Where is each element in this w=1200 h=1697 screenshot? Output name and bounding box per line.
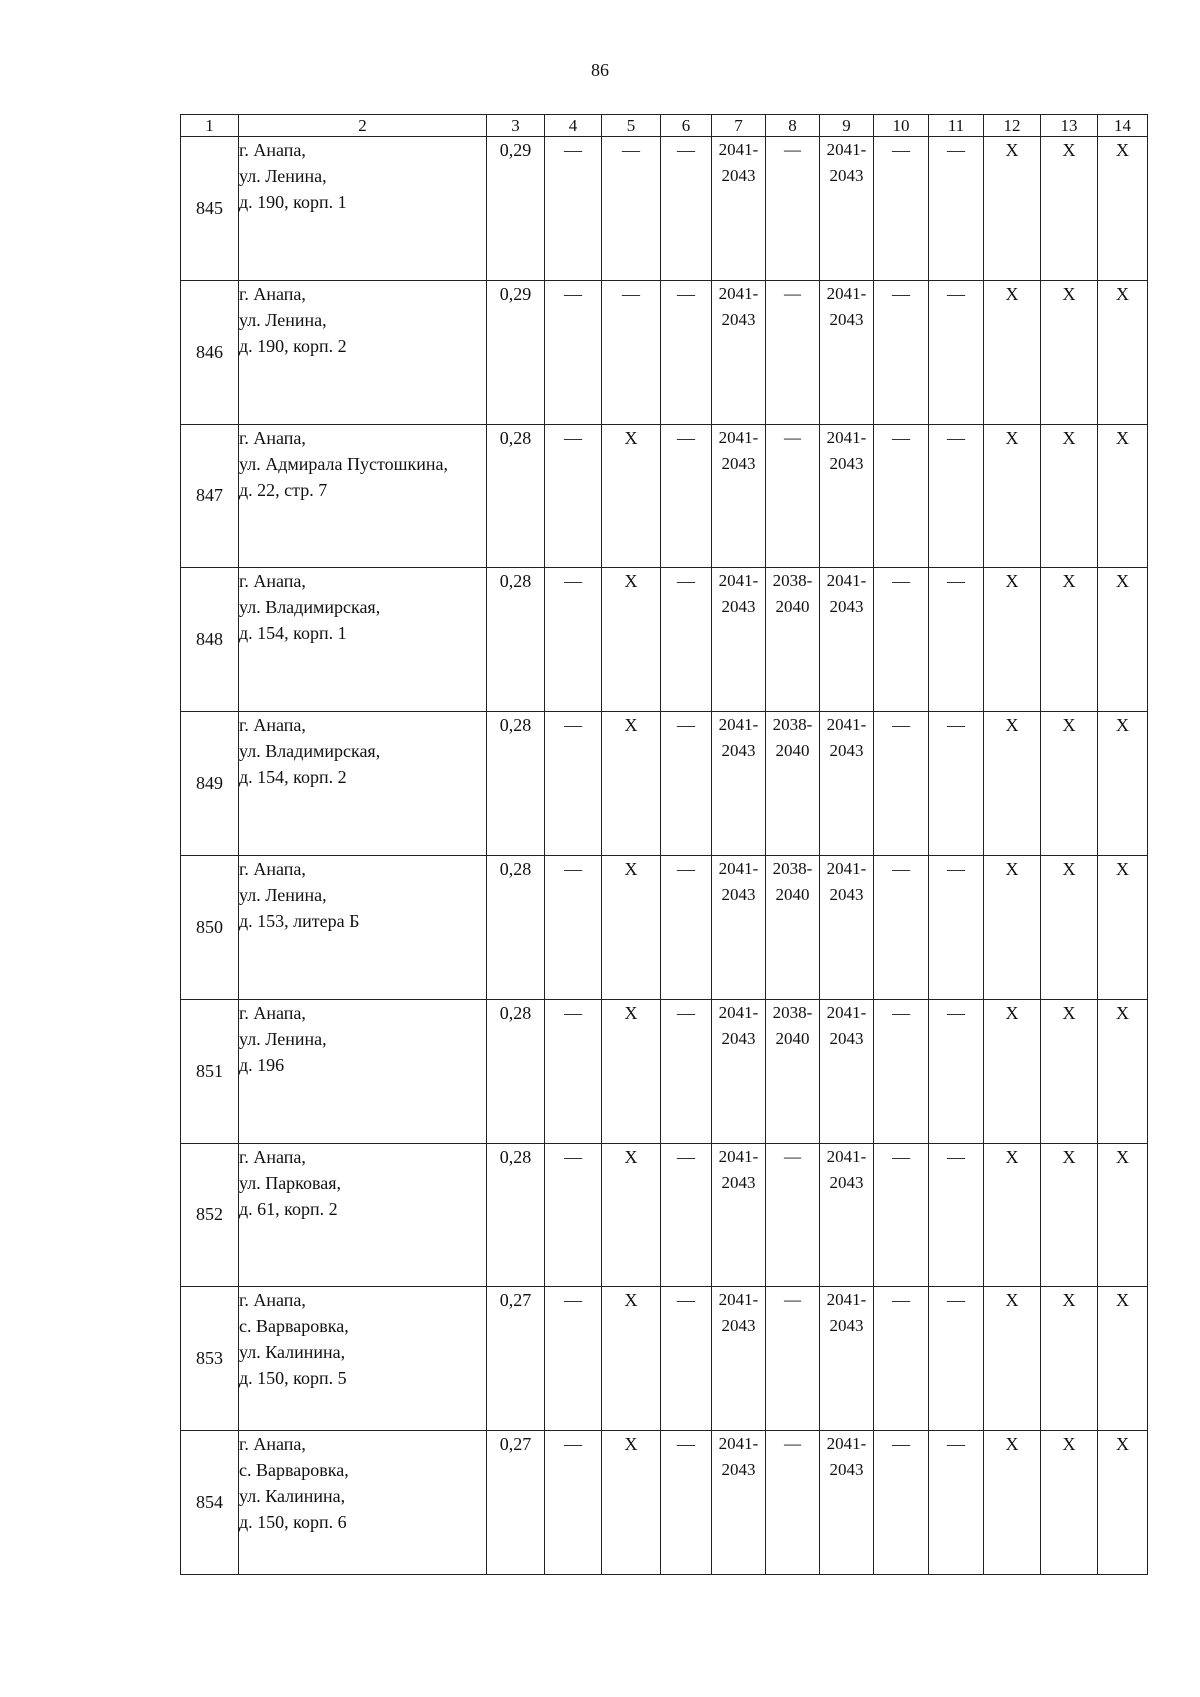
year-line: 2041- bbox=[826, 1002, 867, 1022]
year-cell-8 bbox=[766, 712, 820, 856]
year-line: 2043 bbox=[829, 309, 864, 329]
value-cell-10: — bbox=[874, 568, 929, 712]
address-line: г. Анапа, bbox=[239, 427, 306, 448]
value-cell-4: — bbox=[545, 1287, 602, 1431]
year-line: 2041- bbox=[826, 427, 867, 447]
value-cell-14: Х bbox=[1098, 137, 1148, 281]
year-line: 2043 bbox=[829, 1460, 864, 1480]
table-row bbox=[181, 1431, 1148, 1575]
value-cell-4: — bbox=[545, 1431, 602, 1575]
value-cell-13: Х bbox=[1041, 712, 1098, 856]
year-line: 2041- bbox=[826, 1146, 867, 1166]
year-cell-7 bbox=[712, 999, 766, 1143]
year-line: 2043 bbox=[721, 309, 756, 329]
column-header: 4 bbox=[545, 115, 602, 137]
year-cell-7 bbox=[712, 1287, 766, 1431]
value-cell-4: — bbox=[545, 999, 602, 1143]
year-cell-9 bbox=[820, 712, 874, 856]
value-cell-4: — bbox=[545, 712, 602, 856]
value-cell-6: — bbox=[661, 855, 712, 999]
year-line: 2041- bbox=[718, 858, 759, 878]
value-cell-4: — bbox=[545, 568, 602, 712]
year-cell-7 bbox=[712, 712, 766, 856]
column-header: 10 bbox=[874, 115, 929, 137]
value-cell-12: Х bbox=[984, 137, 1041, 281]
value-cell-4: — bbox=[545, 280, 602, 424]
value-cell-6: — bbox=[661, 568, 712, 712]
table-row bbox=[181, 999, 1148, 1143]
year-cell-7 bbox=[712, 1431, 766, 1575]
value-cell-5: Х bbox=[602, 424, 661, 568]
year-line: 2043 bbox=[721, 597, 756, 617]
year-line: 2041- bbox=[718, 571, 759, 591]
value-cell-6: — bbox=[661, 1431, 712, 1575]
value-cell-5: Х bbox=[602, 1431, 661, 1575]
value-cell-11: — bbox=[929, 424, 984, 568]
value-cell-5: — bbox=[602, 280, 661, 424]
value-cell-4: — bbox=[545, 137, 602, 281]
value-cell-14: Х bbox=[1098, 1431, 1148, 1575]
value-cell-6: — bbox=[661, 424, 712, 568]
column-header: 8 bbox=[766, 115, 820, 137]
year-line: 2041- bbox=[718, 140, 759, 159]
year-cell-9 bbox=[820, 999, 874, 1143]
year-line: — bbox=[784, 1290, 801, 1310]
column-header: 2 bbox=[239, 115, 487, 137]
table-row bbox=[181, 137, 1148, 281]
value-cell-6: — bbox=[661, 280, 712, 424]
value-cell-3: 0,27 bbox=[487, 1287, 545, 1431]
value-cell-12: Х bbox=[984, 1431, 1041, 1575]
value-cell-4: — bbox=[545, 1143, 602, 1287]
value-cell-3: 0,28 bbox=[487, 855, 545, 999]
year-cell-9 bbox=[820, 1143, 874, 1287]
value-cell-10: — bbox=[874, 1287, 929, 1431]
table-row bbox=[181, 1143, 1148, 1287]
value-cell-5: Х bbox=[602, 855, 661, 999]
address-line: д. 196 bbox=[239, 1054, 285, 1075]
year-line: 2040 bbox=[775, 884, 810, 904]
year-cell-9 bbox=[820, 280, 874, 424]
value-cell-12: Х bbox=[984, 1287, 1041, 1431]
value-cell-14: Х bbox=[1098, 1287, 1148, 1431]
year-line: 2043 bbox=[721, 741, 756, 761]
year-line: 2043 bbox=[721, 1460, 756, 1480]
year-line: 2043 bbox=[721, 453, 756, 473]
year-line: 2041- bbox=[718, 283, 759, 303]
column-header: 3 bbox=[487, 115, 545, 137]
value-cell-11: — bbox=[929, 1143, 984, 1287]
year-line: 2041- bbox=[718, 427, 759, 447]
row-number-cell: 852 bbox=[181, 1143, 239, 1287]
year-line: 2041- bbox=[826, 858, 867, 878]
address-cell bbox=[239, 568, 487, 712]
value-cell-11: — bbox=[929, 1287, 984, 1431]
value-cell-3: 0,28 bbox=[487, 712, 545, 856]
value-cell-11: — bbox=[929, 999, 984, 1143]
value-cell-12: Х bbox=[984, 424, 1041, 568]
row-number-cell: 851 bbox=[181, 999, 239, 1143]
value-cell-11: — bbox=[929, 855, 984, 999]
value-cell-14: Х bbox=[1098, 568, 1148, 712]
value-cell-10: — bbox=[874, 1143, 929, 1287]
value-cell-13: Х bbox=[1041, 568, 1098, 712]
value-cell-13: Х bbox=[1041, 1287, 1098, 1431]
value-cell-13: Х bbox=[1041, 280, 1098, 424]
address-cell bbox=[239, 712, 487, 856]
address-cell bbox=[239, 137, 487, 281]
year-line: 2043 bbox=[829, 453, 864, 473]
value-cell-3: 0,28 bbox=[487, 999, 545, 1143]
year-line: 2041- bbox=[718, 1146, 759, 1166]
value-cell-13: Х bbox=[1041, 999, 1098, 1143]
value-cell-13: Х bbox=[1041, 424, 1098, 568]
year-line: 2043 bbox=[829, 166, 864, 185]
year-line: 2040 bbox=[775, 741, 810, 761]
address-line: г. Анапа, bbox=[239, 1002, 306, 1023]
year-line: — bbox=[784, 427, 801, 447]
year-cell-9 bbox=[820, 568, 874, 712]
address-line: ул. Ленина, bbox=[239, 309, 327, 330]
value-cell-11: — bbox=[929, 712, 984, 856]
address-line: д. 150, корп. 6 bbox=[239, 1512, 347, 1533]
column-header: 14 bbox=[1098, 115, 1148, 137]
value-cell-3: 0,27 bbox=[487, 1431, 545, 1575]
address-line: г. Анапа, bbox=[239, 858, 306, 879]
year-line: 2041- bbox=[826, 571, 867, 591]
row-number-cell: 849 bbox=[181, 712, 239, 856]
value-cell-10: — bbox=[874, 999, 929, 1143]
value-cell-14: Х bbox=[1098, 999, 1148, 1143]
value-cell-3: 0,28 bbox=[487, 568, 545, 712]
address-cell bbox=[239, 855, 487, 999]
year-cell-9 bbox=[820, 1287, 874, 1431]
value-cell-4: — bbox=[545, 424, 602, 568]
value-cell-6: — bbox=[661, 1143, 712, 1287]
value-cell-10: — bbox=[874, 280, 929, 424]
address-line: д. 22, стр. 7 bbox=[239, 479, 328, 500]
row-number-cell: 854 bbox=[181, 1431, 239, 1575]
year-line: 2043 bbox=[721, 1172, 756, 1192]
year-line: 2041- bbox=[718, 1002, 759, 1022]
value-cell-5: Х bbox=[602, 999, 661, 1143]
address-line: ул. Калинина, bbox=[239, 1486, 346, 1507]
year-line: 2041- bbox=[826, 1434, 867, 1454]
value-cell-12: Х bbox=[984, 1143, 1041, 1287]
value-cell-13: Х bbox=[1041, 1143, 1098, 1287]
year-cell-8 bbox=[766, 1431, 820, 1575]
column-header: 12 bbox=[984, 115, 1041, 137]
value-cell-4: — bbox=[545, 855, 602, 999]
address-line: д. 154, корп. 2 bbox=[239, 767, 347, 788]
address-line: г. Анапа, bbox=[239, 283, 306, 304]
row-number-cell: 845 bbox=[181, 137, 239, 281]
address-line: г. Анапа, bbox=[239, 715, 306, 736]
year-line: 2038- bbox=[772, 715, 813, 735]
value-cell-10: — bbox=[874, 712, 929, 856]
year-line: 2041- bbox=[718, 1434, 759, 1454]
year-cell-8 bbox=[766, 1287, 820, 1431]
column-header: 13 bbox=[1041, 115, 1098, 137]
column-header: 1 bbox=[181, 115, 239, 137]
value-cell-12: Х bbox=[984, 855, 1041, 999]
value-cell-10: — bbox=[874, 424, 929, 568]
year-line: 2043 bbox=[721, 166, 756, 185]
value-cell-6: — bbox=[661, 712, 712, 856]
value-cell-14: Х bbox=[1098, 1143, 1148, 1287]
value-cell-10: — bbox=[874, 855, 929, 999]
address-line: г. Анапа, bbox=[239, 1434, 306, 1455]
address-line: д. 150, корп. 5 bbox=[239, 1368, 347, 1389]
address-cell bbox=[239, 424, 487, 568]
year-cell-9 bbox=[820, 855, 874, 999]
year-line: 2041- bbox=[718, 1290, 759, 1310]
column-header: 6 bbox=[661, 115, 712, 137]
page-number: 86 bbox=[591, 60, 609, 80]
value-cell-14: Х bbox=[1098, 855, 1148, 999]
value-cell-3: 0,28 bbox=[487, 1143, 545, 1287]
year-cell-8 bbox=[766, 568, 820, 712]
value-cell-12: Х bbox=[984, 568, 1041, 712]
year-cell-7 bbox=[712, 1143, 766, 1287]
value-cell-5: Х bbox=[602, 1143, 661, 1287]
address-line: с. Варваровка, bbox=[239, 1316, 349, 1337]
year-line: 2041- bbox=[826, 1290, 867, 1310]
address-line: ул. Ленина, bbox=[239, 166, 327, 186]
table-row bbox=[181, 712, 1148, 856]
value-cell-12: Х bbox=[984, 999, 1041, 1143]
value-cell-12: Х bbox=[984, 280, 1041, 424]
address-line: д. 61, корп. 2 bbox=[239, 1198, 338, 1219]
year-cell-8 bbox=[766, 280, 820, 424]
address-line: г. Анапа, bbox=[239, 571, 306, 592]
address-line: д. 153, литера Б bbox=[239, 910, 360, 931]
year-line: 2038- bbox=[772, 571, 813, 591]
year-cell-8 bbox=[766, 424, 820, 568]
column-number-row bbox=[181, 115, 1148, 137]
year-line: — bbox=[784, 1146, 801, 1166]
address-line: д. 190, корп. 1 bbox=[239, 192, 347, 212]
year-line: — bbox=[784, 1434, 801, 1454]
year-line: 2040 bbox=[775, 597, 810, 617]
year-line: 2041- bbox=[718, 715, 759, 735]
column-header: 11 bbox=[929, 115, 984, 137]
address-line: ул. Адмирала Пустошкина, bbox=[239, 453, 448, 474]
row-number-cell: 846 bbox=[181, 280, 239, 424]
address-cell bbox=[239, 280, 487, 424]
value-cell-11: — bbox=[929, 280, 984, 424]
column-header: 7 bbox=[712, 115, 766, 137]
address-cell bbox=[239, 1431, 487, 1575]
value-cell-5: — bbox=[602, 137, 661, 281]
address-line: г. Анапа, bbox=[239, 1146, 306, 1167]
year-cell-8 bbox=[766, 999, 820, 1143]
year-cell-8 bbox=[766, 855, 820, 999]
value-cell-13: Х bbox=[1041, 137, 1098, 281]
value-cell-6: — bbox=[661, 1287, 712, 1431]
value-cell-11: — bbox=[929, 137, 984, 281]
value-cell-10: — bbox=[874, 137, 929, 281]
row-number-cell: 847 bbox=[181, 424, 239, 568]
year-line: 2043 bbox=[829, 1316, 864, 1336]
value-cell-6: — bbox=[661, 999, 712, 1143]
year-line: 2040 bbox=[775, 1028, 810, 1048]
year-line: 2041- bbox=[826, 283, 867, 303]
row-number-cell: 853 bbox=[181, 1287, 239, 1431]
address-line: с. Варваровка, bbox=[239, 1460, 349, 1481]
registry-table bbox=[180, 114, 1148, 1575]
value-cell-11: — bbox=[929, 1431, 984, 1575]
table-body bbox=[181, 137, 1148, 1575]
year-cell-9 bbox=[820, 1431, 874, 1575]
value-cell-14: Х bbox=[1098, 712, 1148, 856]
table-row bbox=[181, 424, 1148, 568]
address-line: ул. Парковая, bbox=[239, 1172, 342, 1193]
year-cell-7 bbox=[712, 424, 766, 568]
value-cell-5: Х bbox=[602, 712, 661, 856]
table-row bbox=[181, 1287, 1148, 1431]
year-cell-7 bbox=[712, 137, 766, 281]
value-cell-3: 0,29 bbox=[487, 137, 545, 281]
value-cell-11: — bbox=[929, 568, 984, 712]
address-line: ул. Ленина, bbox=[239, 884, 327, 905]
column-header: 9 bbox=[820, 115, 874, 137]
value-cell-3: 0,28 bbox=[487, 424, 545, 568]
table-row bbox=[181, 568, 1148, 712]
address-line: г. Анапа, bbox=[239, 1290, 306, 1311]
row-number-cell: 850 bbox=[181, 855, 239, 999]
year-line: — bbox=[784, 140, 801, 159]
year-line: 2043 bbox=[721, 884, 756, 904]
year-line: 2043 bbox=[721, 1028, 756, 1048]
value-cell-14: Х bbox=[1098, 424, 1148, 568]
address-line: г. Анапа, bbox=[239, 140, 306, 160]
value-cell-6: — bbox=[661, 137, 712, 281]
value-cell-13: Х bbox=[1041, 1431, 1098, 1575]
year-line: 2043 bbox=[829, 597, 864, 617]
value-cell-14: Х bbox=[1098, 280, 1148, 424]
year-cell-8 bbox=[766, 137, 820, 281]
address-line: ул. Владимирская, bbox=[239, 597, 381, 618]
address-cell bbox=[239, 1143, 487, 1287]
address-line: ул. Ленина, bbox=[239, 1028, 327, 1049]
address-line: д. 154, корп. 1 bbox=[239, 623, 347, 644]
table-row bbox=[181, 855, 1148, 999]
year-cell-8 bbox=[766, 1143, 820, 1287]
value-cell-5: Х bbox=[602, 568, 661, 712]
value-cell-10: — bbox=[874, 1431, 929, 1575]
year-cell-7 bbox=[712, 855, 766, 999]
address-line: д. 190, корп. 2 bbox=[239, 335, 347, 356]
year-line: 2038- bbox=[772, 1002, 813, 1022]
year-line: 2041- bbox=[826, 140, 867, 159]
address-cell bbox=[239, 1287, 487, 1431]
row-number-cell: 848 bbox=[181, 568, 239, 712]
table-row bbox=[181, 280, 1148, 424]
address-line: ул. Калинина, bbox=[239, 1342, 346, 1363]
year-line: 2043 bbox=[829, 1028, 864, 1048]
year-line: 2043 bbox=[829, 1172, 864, 1192]
year-line: 2043 bbox=[721, 1316, 756, 1336]
year-line: 2038- bbox=[772, 858, 813, 878]
year-line: 2041- bbox=[826, 715, 867, 735]
value-cell-5: Х bbox=[602, 1287, 661, 1431]
value-cell-12: Х bbox=[984, 712, 1041, 856]
year-line: 2043 bbox=[829, 884, 864, 904]
column-header: 5 bbox=[602, 115, 661, 137]
year-cell-9 bbox=[820, 137, 874, 281]
address-cell bbox=[239, 999, 487, 1143]
year-line: 2043 bbox=[829, 741, 864, 761]
value-cell-3: 0,29 bbox=[487, 280, 545, 424]
address-line: ул. Владимирская, bbox=[239, 741, 381, 762]
year-cell-7 bbox=[712, 568, 766, 712]
value-cell-13: Х bbox=[1041, 855, 1098, 999]
year-cell-9 bbox=[820, 424, 874, 568]
year-line: — bbox=[784, 283, 801, 303]
year-cell-7 bbox=[712, 280, 766, 424]
